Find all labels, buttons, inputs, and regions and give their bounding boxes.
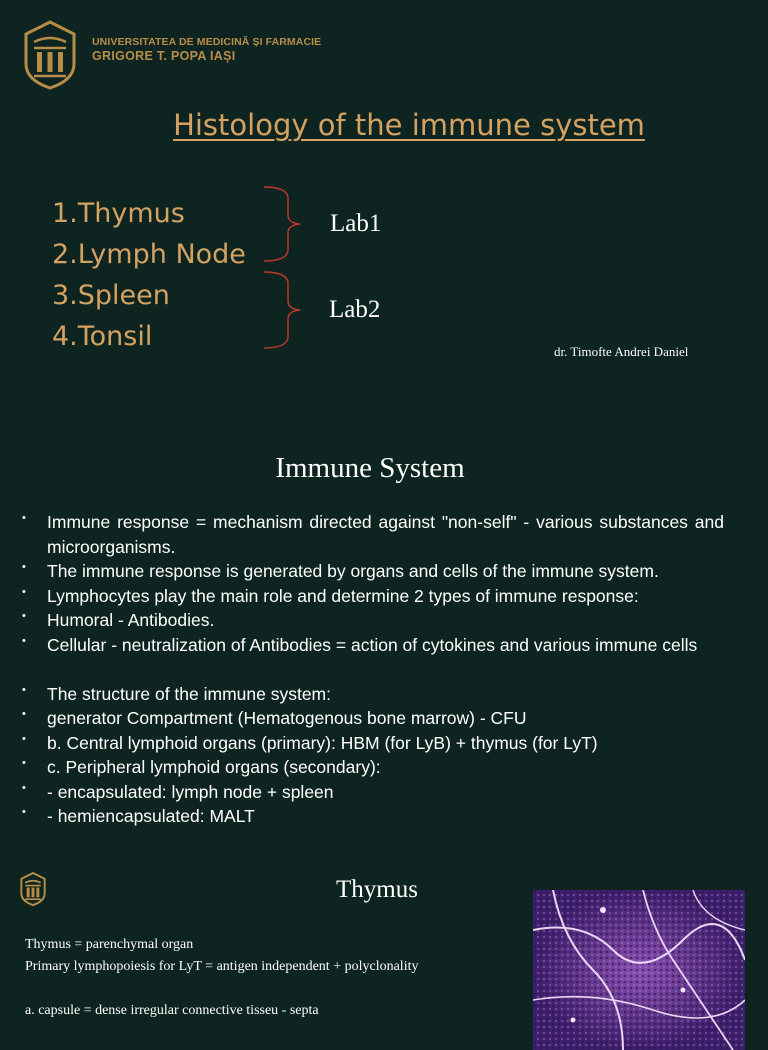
list-item [22,584,724,609]
bullet-icon: • [22,561,26,573]
bullet-icon: • [22,585,26,598]
bullet-icon: • [22,708,26,720]
list-item-text: - encapsulated: lymph node + spleen [47,781,334,802]
list-item [22,706,724,731]
list-item-text: The immune response is generated by organs and cells of the immune system. [47,561,659,581]
list-item [22,510,724,559]
bullet-icon: • [22,683,26,696]
list-item-text: Immune response = mechanism directed against "non-self" - various substances and microorganisms. [47,512,724,557]
bullet-icon: • [22,781,26,794]
bullet-list [22,510,724,829]
list-item [22,804,724,829]
bullet-icon: • [22,634,26,647]
author-name: dr. Timofte Andrei Daniel [554,344,689,359]
topic-tonsil: 4.Tonsil [52,321,153,352]
list-item-text: Humoral - Antibodies. [47,610,215,630]
list-item [22,682,724,707]
list-item-text: Cellular - neutralization of Antibodies = action of cytokines and various immune cells [47,634,698,655]
university-name [92,36,321,65]
list-item [22,755,724,780]
lab2-label: Lab2 [329,296,381,323]
bullet-icon: • [22,732,26,745]
bullet-icon: • [22,757,26,769]
topic-spleen: 3.Spleen [52,280,170,311]
body-line: a. capsule = dense irregular connective tisseu - septa [25,1003,319,1018]
lab1-brace [262,185,322,263]
slide-title: Thymus [336,876,418,903]
slide-body [25,934,525,1022]
list-item-text: - hemiencapsulated: MALT [47,806,255,826]
thymus-slide [0,860,768,1024]
university-name-line1: UNIVERSITATEA DE MEDICINĂ ȘI FARMACIE [92,36,322,48]
list-spacer [22,657,724,682]
university-name-line2: GRIGORE T. POPA IAȘI [92,49,236,64]
list-item [22,780,724,805]
immune-system-slide [0,432,768,860]
bullet-icon: • [22,806,26,818]
list-item [22,731,724,756]
presentation-title: Histology of the immune system [173,108,645,142]
list-item-text: c. Peripheral lymphoid organs (secondary): [47,757,381,777]
topic-thymus: 1.Thymus [52,198,185,229]
list-item [22,608,724,633]
body-line: Primary lymphopoiesis for LyT = antigen independent + polyclonality [25,959,419,974]
title-slide [0,0,768,432]
slide-title: Immune System [275,452,465,484]
list-item-text: generator Compartment (Hematogenous bone marrow) - CFU [47,708,527,728]
thymus-micrograph-image [533,890,745,1050]
bullet-icon: • [22,610,26,622]
lab1-label: Lab1 [330,210,382,237]
lab2-brace [262,270,322,350]
topic-lymph-node: 2.Lymph Node [52,239,246,270]
list-item [22,633,724,658]
list-item-text: Lymphocytes play the main role and determine 2 types of immune response: [47,585,639,606]
list-item [22,559,724,584]
bullet-icon: • [22,512,26,524]
body-line: Thymus = parenchymal organ [25,937,194,952]
university-logo-icon [24,20,76,90]
topics-list [52,196,246,360]
body-line-spacer [25,978,525,1000]
list-item-text: b. Central lymphoid organs (primary): HBM (for LyB) + thymus (for LyT) [47,732,598,753]
list-item-text: The structure of the immune system: [47,683,331,704]
